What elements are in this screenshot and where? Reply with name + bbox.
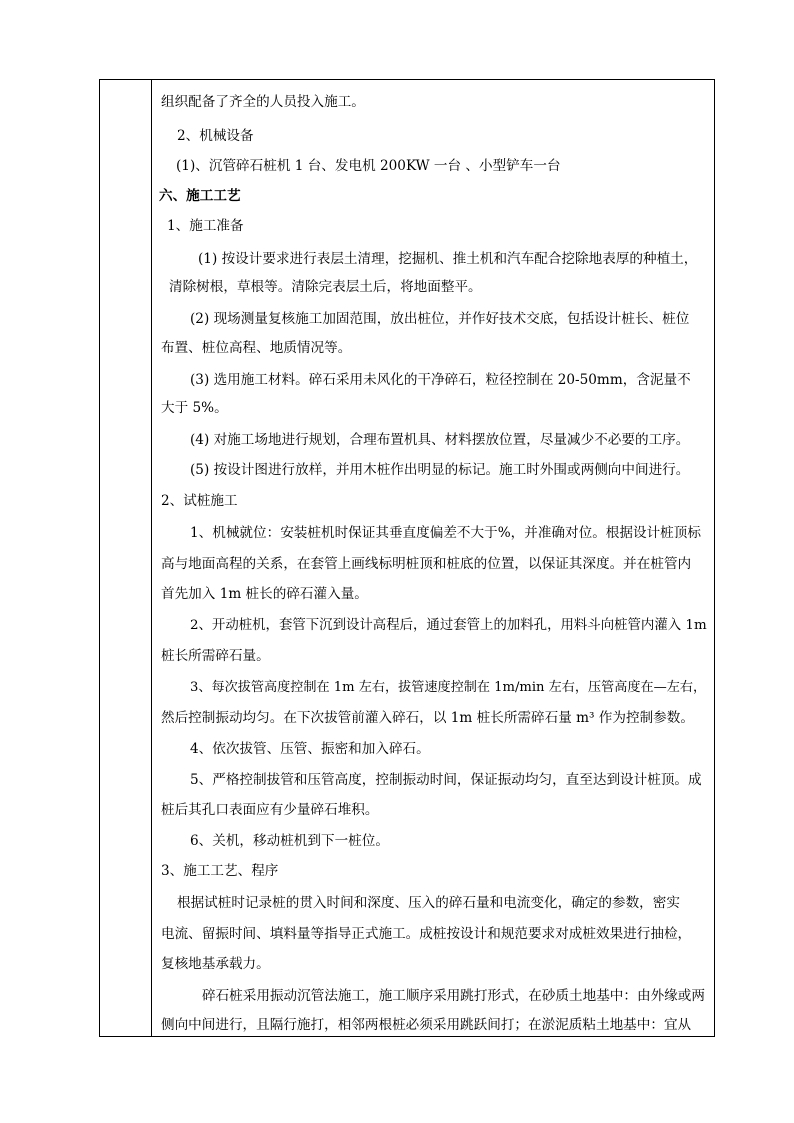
paragraph-line: 侧向中间进行，且隔行施打，相邻两根桩必须采用跳跃间打；在淤泥质粘土地基中：宜从 [161,1017,692,1033]
paragraph-line: 碎石桩采用振动沉管法施工，施工顺序采用跳打形式，在砂质土地基中：由外缘或两 [202,988,705,1004]
paragraph-line: 组织配备了齐全的人员投入施工。 [161,94,365,110]
paragraph-line: 电流、留振时间、填料量等指导正式施工。成桩按设计和规范要求对成桩效果进行抽检， [161,926,692,942]
paragraph-line: 1、机械就位：安装桩机时保证其垂直度偏差不大于%，并准确对位。根据设计桩顶标 [190,525,701,541]
paragraph-line: 清除树根，草根等。清除完表层土后，将地面整平。 [169,279,482,295]
document-table [99,79,715,1037]
paragraph-line: 高与地面高程的关系，在套管上画线标明桩顶和桩底的位置，以保证其深度。并在桩管内 [161,556,692,572]
paragraph-line: (5) 按设计图进行放样，并用木桩作出明显的标记。施工时外围或两侧向中间进行。 [190,462,690,478]
paragraph-line: 6、关机，移动桩机到下一桩位。 [190,833,389,849]
paragraph-line: 3、每次拔管高度控制在 1m 左右，拔管速度控制在 1m/min 左右，压管高度在—左右， [190,680,707,695]
paragraph-line: 根据试桩时记录桩的贯入时间和深度、压入的碎石量和电流变化，确定的参数，密实 [177,895,680,911]
paragraph-line: 5、严格控制拔管和压管高度，控制振动时间，保证振动均匀，直至达到设计桩顶。成 [190,772,702,788]
section-heading: 六、施工工艺 [159,188,241,204]
paragraph-line: 桩长所需碎石量。 [161,648,270,664]
paragraph-line: 首先加入 1m 桩长的碎石灌入量。 [161,586,368,602]
paragraph-line: (1)、沉管碎石桩机 1 台、发电机 200KW 一台 、小型铲车一台 [176,158,561,174]
label-column [100,80,152,1036]
paragraph-line: 大于 5%。 [161,400,228,416]
paragraph-line: 桩后其孔口表面应有少量碎石堆积。 [161,802,379,818]
paragraph-line: 复核地基承载力。 [161,956,270,972]
paragraph-line: (3) 选用施工材料。碎石采用未风化的干净碎石，粒径控制在 20-50mm，含泥量不 [190,372,691,388]
paragraph-line: (1) 按设计要求进行表层土清理，挖掘机、推土机和汽车配合挖除地表厚的种植土， [198,251,698,267]
paragraph-line: 布置、桩位高程、地质情况等。 [161,340,352,356]
paragraph-line: (4) 对施工场地进行规划，合理布置机具、材料摆放位置，尽量减少不必要的工序。 [190,432,690,448]
subheading-prep: 1、施工准备 [167,218,244,234]
paragraph-line: 2、开动桩机，套管下沉到设计高程后，通过套管上的加料孔，用料斗向桩管内灌入 1m [190,618,707,633]
paragraph-line: 然后控制振动均匀。在下次拔管前灌入碎石，以 1m 桩长所需碎石量 m³ 作为控制参数。 [161,710,694,726]
subheading-process: 3、施工工艺、程序 [161,863,279,879]
paragraph-line: (2) 现场测量复核施工加固范围，放出桩位，并作好技术交底，包括设计桩长、桩位 [190,311,690,327]
paragraph-line: 4、依次拔管、压管、振密和加入碎石。 [190,741,430,757]
subheading-machinery: 2、机械设备 [177,128,254,144]
subheading-trial: 2、试桩施工 [161,493,238,509]
